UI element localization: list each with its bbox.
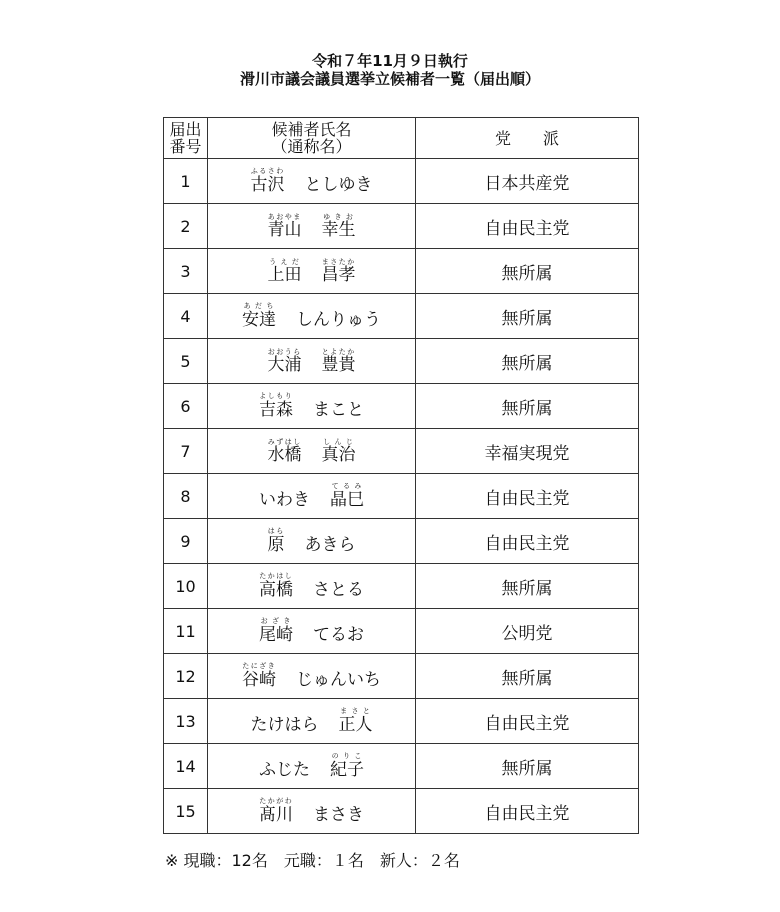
name-text: 正人 <box>338 715 373 735</box>
name-text: 紀子 <box>330 760 364 780</box>
furigana: たかはし <box>259 572 293 580</box>
candidate-party: 無所属 <box>416 564 639 609</box>
candidate-number: 13 <box>164 699 208 744</box>
document-title: 滑川市議会議員選挙立候補者一覧（届出順） <box>239 70 540 88</box>
header-party: 党 派 <box>416 118 639 159</box>
name-text: 水橋 <box>267 444 302 465</box>
candidate-number: 11 <box>164 609 208 654</box>
table-row <box>164 204 639 249</box>
name-text: まこと <box>313 400 364 420</box>
name-part <box>259 490 310 510</box>
candidate-name <box>208 249 416 294</box>
name-part <box>313 625 364 645</box>
furigana <box>305 527 356 535</box>
name-part <box>321 347 356 375</box>
candidate-name <box>208 339 416 384</box>
name-text: 幸生 <box>321 219 356 240</box>
candidate-party: 無所属 <box>416 654 639 699</box>
candidate-table <box>163 117 639 834</box>
header-number-line1: 届出 <box>169 120 202 139</box>
furigana <box>313 797 364 805</box>
furigana: たかがわ <box>259 797 293 805</box>
candidate-number: 2 <box>164 204 208 249</box>
candidate-number: 6 <box>164 384 208 429</box>
candidate-name <box>208 159 416 204</box>
candidate-number: 3 <box>164 249 208 294</box>
header-number-line2: 番号 <box>169 137 202 156</box>
furigana: あだち <box>242 302 276 310</box>
furigana: ゆきお <box>321 212 356 221</box>
candidate-party: 無所属 <box>416 249 639 294</box>
candidate-number: 1 <box>164 159 208 204</box>
candidate-party: 無所属 <box>416 294 639 339</box>
candidate-party: 公明党 <box>416 609 639 654</box>
furigana: うえだ <box>267 257 302 266</box>
furigana: おおうら <box>267 347 302 356</box>
table-row <box>164 564 639 609</box>
name-part <box>267 257 302 285</box>
candidate-number: 12 <box>164 654 208 699</box>
name-part <box>313 400 364 420</box>
furigana: おざき <box>259 617 293 625</box>
furigana: しんじ <box>321 437 356 446</box>
furigana <box>259 752 310 760</box>
candidate-name <box>208 474 416 519</box>
name-text: さとる <box>313 580 364 600</box>
candidate-party: 自由民主党 <box>416 474 639 519</box>
furigana: よしもり <box>259 392 293 400</box>
name-text: 谷崎 <box>242 670 276 690</box>
name-part <box>338 707 373 735</box>
name-text: 古沢 <box>250 175 285 195</box>
furigana <box>251 707 319 715</box>
name-part <box>296 310 381 330</box>
name-text: 安達 <box>242 310 276 330</box>
candidate-number: 8 <box>164 474 208 519</box>
candidate-party: 自由民主党 <box>416 699 639 744</box>
furigana: はら <box>267 527 285 535</box>
name-text: あきら <box>304 535 356 555</box>
name-text: 高橋 <box>259 580 293 600</box>
furigana: まさたか <box>321 257 356 266</box>
name-part <box>242 302 276 330</box>
furigana: あおやま <box>267 212 302 221</box>
table-row <box>164 429 639 474</box>
header-name-line1: 候補者氏名 <box>271 120 352 139</box>
table-row <box>164 699 639 744</box>
candidate-party: 日本共産党 <box>416 159 639 204</box>
document-title-date: 令和７年11月９日執行 <box>312 52 468 70</box>
name-text: たけはら <box>250 715 319 735</box>
table-row <box>164 744 639 789</box>
name-part <box>259 392 293 420</box>
name-part <box>267 437 302 465</box>
candidate-party: 自由民主党 <box>416 204 639 249</box>
name-part <box>330 482 364 510</box>
name-part <box>267 347 302 375</box>
furigana <box>296 302 381 310</box>
name-text: 尾崎 <box>259 625 293 645</box>
name-part <box>259 760 310 780</box>
candidate-number: 7 <box>164 429 208 474</box>
candidate-party: 無所属 <box>416 384 639 429</box>
name-text: 髙川 <box>259 805 293 825</box>
name-text: 大浦 <box>267 354 302 375</box>
name-text: 真治 <box>321 444 356 465</box>
candidate-name <box>208 384 416 429</box>
furigana <box>259 482 310 490</box>
name-text: いわき <box>259 490 310 510</box>
name-text: しんりゅう <box>296 310 381 330</box>
name-text: 豊貴 <box>321 354 356 375</box>
name-part <box>305 535 356 555</box>
furigana: ふるさわ <box>250 167 285 175</box>
furigana: たにざき <box>242 662 276 670</box>
name-part <box>305 175 373 195</box>
candidate-name <box>208 654 416 699</box>
table-row <box>164 654 639 699</box>
name-part <box>313 580 364 600</box>
candidate-name <box>208 609 416 654</box>
name-text: 晶巳 <box>330 490 364 510</box>
candidate-number: 10 <box>164 564 208 609</box>
table-row <box>164 339 639 384</box>
furigana: とよたか <box>321 347 356 356</box>
name-part <box>259 572 293 600</box>
table-row <box>164 159 639 204</box>
name-text: としゆき <box>304 175 373 195</box>
name-part <box>251 715 319 735</box>
furigana <box>313 572 364 580</box>
candidate-party: 無所属 <box>416 339 639 384</box>
table-row <box>164 789 639 834</box>
candidate-number: 4 <box>164 294 208 339</box>
furigana <box>296 662 381 670</box>
candidate-party: 自由民主党 <box>416 519 639 564</box>
furigana <box>313 392 364 400</box>
table-row <box>164 294 639 339</box>
name-text: まさき <box>313 805 364 825</box>
table-row <box>164 609 639 654</box>
candidate-party: 無所属 <box>416 744 639 789</box>
name-part <box>259 617 293 645</box>
candidate-number: 14 <box>164 744 208 789</box>
name-part <box>296 670 381 690</box>
footnote-summary: ※ 現職：12名 元職：１名 新人：２名 <box>165 851 460 870</box>
name-part <box>321 257 356 285</box>
candidate-name <box>208 429 416 474</box>
name-text: 吉森 <box>259 400 293 420</box>
header-number <box>164 118 208 159</box>
furigana <box>305 167 373 175</box>
candidate-name <box>208 519 416 564</box>
table-header-row <box>164 118 639 159</box>
candidate-name <box>208 294 416 339</box>
name-part <box>313 805 364 825</box>
candidate-number: 9 <box>164 519 208 564</box>
table-row <box>164 519 639 564</box>
furigana: てるみ <box>330 482 364 490</box>
name-part <box>321 212 356 240</box>
name-part <box>250 167 285 195</box>
candidate-name <box>208 699 416 744</box>
furigana: のりこ <box>330 752 364 760</box>
name-text: じゅんいち <box>296 670 381 690</box>
header-name-line2: （通称名） <box>271 137 352 156</box>
table-row <box>164 474 639 519</box>
furigana <box>313 617 364 625</box>
name-part <box>321 437 356 465</box>
name-part <box>267 527 285 555</box>
candidate-name <box>208 204 416 249</box>
name-text: てるお <box>313 625 364 645</box>
name-text: 青山 <box>267 219 302 240</box>
table-row <box>164 249 639 294</box>
candidate-name <box>208 564 416 609</box>
header-name <box>208 118 416 159</box>
candidate-number: 5 <box>164 339 208 384</box>
furigana: みずはし <box>267 437 302 446</box>
name-text: 原 <box>267 535 285 555</box>
name-text: ふじた <box>259 760 310 780</box>
candidate-name <box>208 789 416 834</box>
name-part <box>242 662 276 690</box>
table-row <box>164 384 639 429</box>
candidate-number: 15 <box>164 789 208 834</box>
name-part <box>259 797 293 825</box>
name-part <box>267 212 302 240</box>
candidate-party: 幸福実現党 <box>416 429 639 474</box>
name-text: 上田 <box>267 264 302 285</box>
name-part <box>330 752 364 780</box>
name-text: 昌孝 <box>321 264 356 285</box>
candidate-party: 自由民主党 <box>416 789 639 834</box>
candidate-name <box>208 744 416 789</box>
furigana: まさと <box>338 707 373 715</box>
